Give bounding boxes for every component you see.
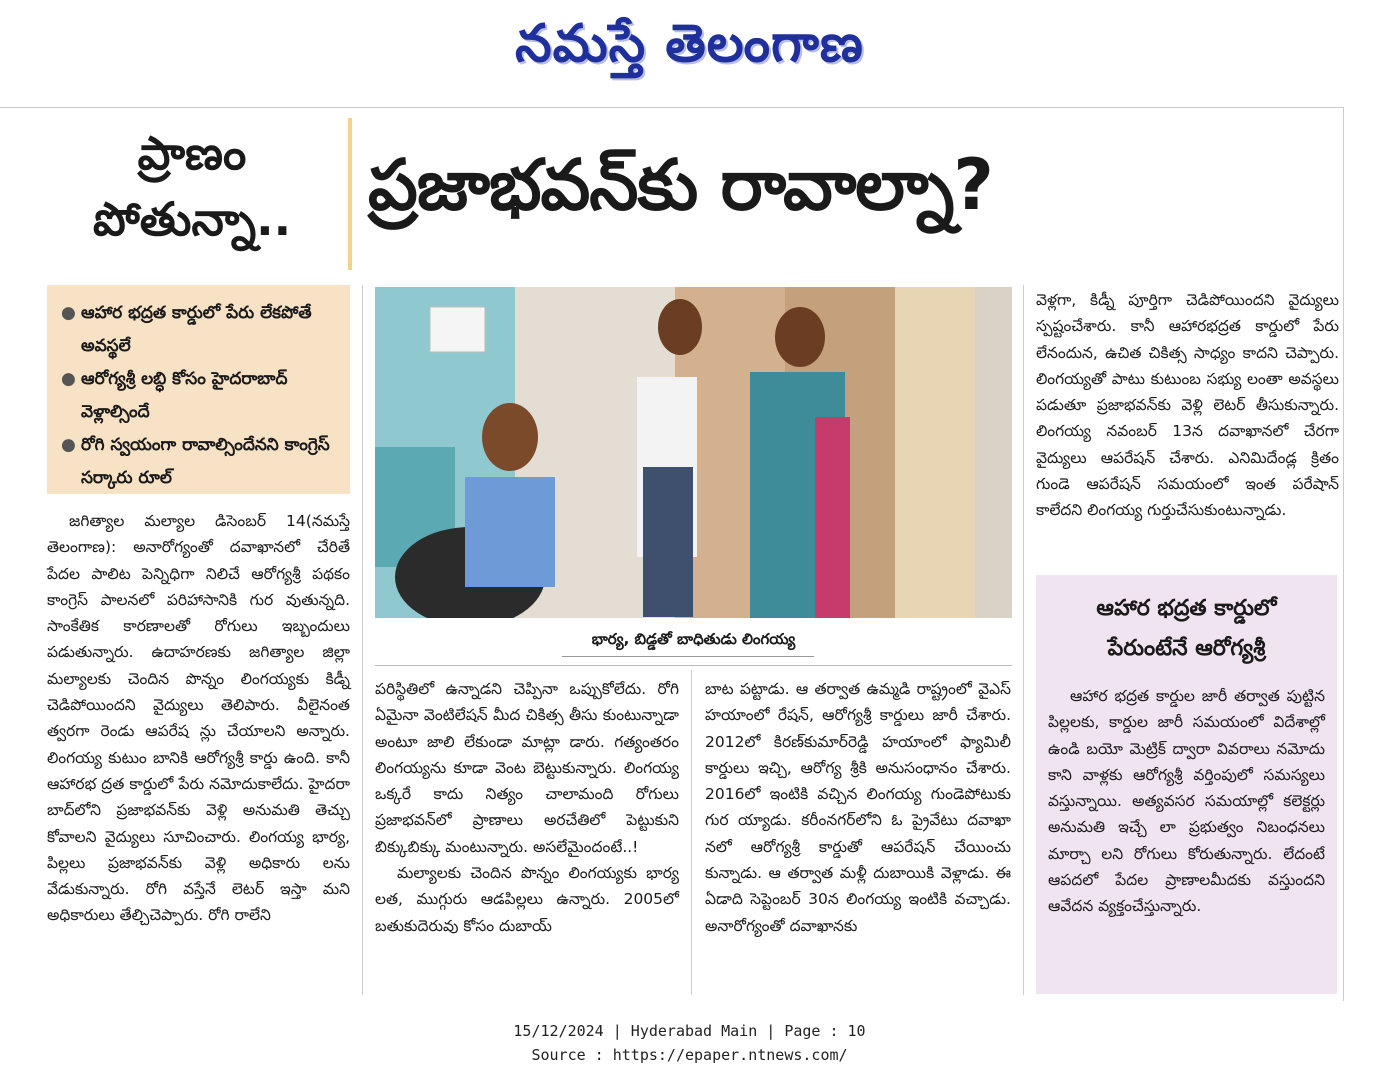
news-photo	[375, 287, 1012, 618]
highlight-text: ఆరోగ్యశ్రీ లబ్ధి కోసం హైదరాబాద్ వెళ్లాల్సిందే	[81, 369, 288, 422]
article-column-1	[47, 508, 350, 929]
sidebar-box-heading	[1048, 589, 1325, 669]
column-divider	[1023, 285, 1024, 995]
masthead-logo: నమస్తే తెలంగాణ	[515, 13, 864, 74]
column-divider	[362, 285, 363, 995]
footer-edition-info: 15/12/2024 | Hyderabad Main | Page : 10	[513, 1022, 866, 1040]
bullet-icon: ●	[61, 303, 76, 323]
column-4-text: వెళ్లగా, కిడ్నీ పూర్తిగా చెడిపోయిందని వైద్యులు స్పష్టంచేశారు. కానీ ఆహారభద్రత కార్డులో పేరు లేనందున, ఉచిత చికిత్స సాధ్యం కాదని చెప్పారు. లింగయ్యతో పాటు కుటుంబ సభ్యు లంతా అవస్థలు పడుతూ ప్రజాభవన్‌కు వెళ్లి లెటర్ తీసుకున్నారు. లింగయ్య నవంబర్ 13న దవాఖానలో చేరగా వైద్యులు ఆపరేషన్ చేశారు. ఎనిమిదేండ్ల క్రితం గుండె ఆపరేషన్ సమయంలో ఇంత పరేషాన్ కాలేదని లింగయ్య గుర్తుచేసుకుంటున్నాడు.	[1036, 291, 1339, 520]
headline-divider	[348, 118, 352, 270]
highlight-item	[61, 297, 340, 363]
sidebar-box	[1036, 575, 1337, 994]
column-divider	[691, 670, 692, 995]
highlight-item	[61, 429, 340, 495]
column-2-text: పరిస్థితిలో ఉన్నాడని చెప్పినా ఒప్పుకోలేదు. రోగి ఏమైనా వెంటిలేషన్ మీద చికిత్స తీసు కుంటున్నాడా అంటూ జాలి లేకుండా మాట్లా డారు. గత్యంతరం లింగయ్యను కూడా వెంట బెట్టుకున్నారు. లింగయ్య ఒక్కరే కాదు నిత్యం చాలామంది రోగులు ప్రజాభవన్‌లో ప్రాణాలు అరచేతిలో పెట్టుకుని బిక్కుబిక్కు మంటున్నారు. అసలేమైందంటే..!	[375, 680, 679, 856]
side-headline-line-2: పోతున్నా..	[92, 192, 292, 246]
highlight-text: ఆహార భద్రత కార్డులో పేరు లేకపోతే అవస్థలే	[81, 303, 312, 356]
bullet-icon: ●	[61, 435, 76, 455]
highlight-text: రోగి స్వయంగా రావాల్సిందేనని కాంగ్రెస్ సర్కారు రూల్	[81, 435, 330, 488]
column-1-text: జగిత్యాల మల్యాల డిసెంబర్ 14(నమస్తే తెలంగాణ): అనారోగ్యంతో దవాఖానలో చేరితే పేదల పాలిట పెన్నిధిగా నిలిచే ఆరోగ్యశ్రీ పథకం కాంగ్రెస్ పాలనలో పరిహాసానికి గుర వుతున్నది. సాంకేతిక కారణాలతో రోగులు ఇబ్బందులు పడుతున్నారు. ఉదాహరణకు జగిత్యాల జిల్లా మల్యాలకు చెందిన పొన్నం లింగయ్యకు కిడ్నీ చెడిపోయిందని వైద్యులు తెలిపారు. వీలైనంత త్వరగా రెండు ఆపరేష న్లు చేయాలని అన్నారు. లింగయ్య కుటుం బానికి ఆరోగ్యశ్రీ కార్డు ఉంది. కానీ ఆహారభ ద్రత కార్డులో పేరు నమోదుకాలేదు. హైదరా బాద్‌లోని ప్రజాభవన్‌కు వెళ్లి అనుమతి తెచ్చు కోవాలని వైద్యులు సూచించారు. లింగయ్య భార్య, పిల్లలు ప్రజాభవన్‌కు వెళ్లి అధికారు లను వేడుకున్నారు. రోగి వస్తేనే లెటర్ ఇస్తా మని అధికారులు తేల్చిచెప్పారు. రోగి రాలేని	[47, 512, 350, 925]
sidebar-box-heading-line-1: ఆహార భద్రత కార్డులో	[1096, 596, 1277, 621]
article-column-3	[705, 676, 1011, 939]
sidebar-box-text: ఆహార భద్రత కార్డుల జారీ తర్వాత పుట్టిన పిల్లలకు, కార్డుల జారీ సమయంలో విదేశాల్లో ఉండి బయో మెట్రిక్ ద్వారా వివరాలు నమోదు కాని వాళ్లకు ఆరోగ్యశ్రీ వర్తింపులో సమస్యలు వస్తున్నాయి. అత్యవసర సమయాల్లో కలెక్టర్లు అనుమతి ఇచ్చే లా ప్రభుత్వం నిబంధనలు మార్చా లని రోగులు కోరుతున్నారు. లేదంటే ఆపదలో పేదల ప్రాణాలమీదకు వస్తుందని ఆవేదన వ్యక్తంచేస్తున్నారు.	[1048, 687, 1325, 916]
column-3-text: బాట పట్టాడు. ఆ తర్వాత ఉమ్మడి రాష్ట్రంలో వైఎస్ హయాంలో రేషన్, ఆరోగ్యశ్రీ కార్డులు జారీ చేశారు. 2012లో కిరణ్‌కుమార్‌రెడ్డి హయాంలో ఫ్యామిలీ కార్డులు ఇచ్చి, ఆరోగ్య శ్రీకి అనుసంధానం చేశారు. 2016లో ఇంటికి వచ్చిన లింగయ్య గుండెపోటుకు గుర య్యాడు. కరీంనగర్‌లోని ఓ ప్రైవేటు దవాఖా నలో ఆరోగ్యశ్రీ కార్డుతో ఆపరేషన్ చేయించు కున్నాడు. ఆ తర్వాత మళ్లీ దుబాయికి వెళ్లాడు. ఈ ఏడాది సెప్టెంబర్ 30న లింగయ్య ఇంటికి వచ్చాడు. అనారోగ్యంతో దవాఖానకు	[705, 680, 1011, 935]
main-headline: ప్రజాభవన్‌కు రావాల్నా?	[368, 144, 993, 226]
caption-underline	[562, 656, 814, 657]
column-2-text-b: మల్యాలకు చెందిన పొన్నం లింగయ్యకు భార్య లత, ముగ్గురు ఆడపిల్లలు ఉన్నారు. 2005లో బతుకుదెరువు కోసం దుబాయ్	[375, 864, 679, 935]
highlight-item	[61, 363, 340, 429]
footer-source-link[interactable]: Source : https://epaper.ntnews.com/	[531, 1046, 848, 1064]
article-column-2	[375, 676, 679, 939]
sidebar-box-heading-line-2: పేరుంటేనే ఆరోగ్యశ్రీ	[1107, 636, 1266, 661]
side-headline-line-1: ప్రాణం	[137, 126, 247, 180]
photo-divider	[375, 665, 1012, 666]
photo-caption: భార్య, బిడ్డతో బాధితుడు లింగయ్య	[591, 630, 796, 648]
bullet-icon: ●	[61, 369, 76, 389]
side-headline	[58, 120, 326, 252]
article-column-4	[1036, 287, 1339, 524]
highlights-box	[47, 285, 350, 494]
